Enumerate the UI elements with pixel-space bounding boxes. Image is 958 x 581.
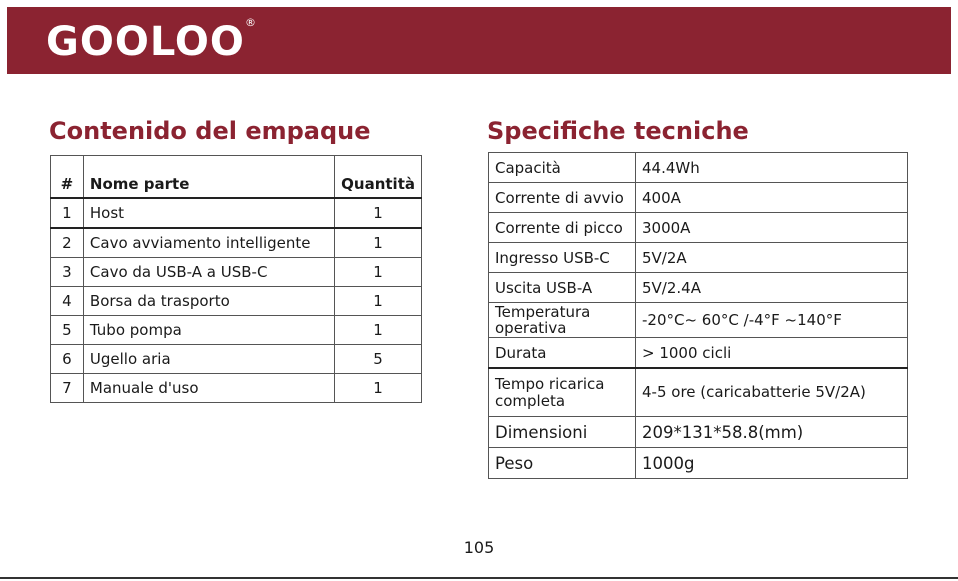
row-number: 2 bbox=[51, 228, 84, 258]
row-number: 1 bbox=[51, 198, 84, 228]
footer-divider bbox=[0, 577, 958, 579]
table-row bbox=[51, 316, 422, 345]
technical-specs-table bbox=[488, 152, 908, 479]
part-quantity: 1 bbox=[335, 228, 422, 258]
spec-row bbox=[489, 183, 908, 213]
part-quantity: 1 bbox=[335, 258, 422, 287]
spec-row bbox=[489, 273, 908, 303]
specs-title: Specifiche tecniche bbox=[487, 117, 749, 145]
part-quantity: 1 bbox=[335, 374, 422, 403]
spec-row bbox=[489, 417, 908, 448]
row-number: 5 bbox=[51, 316, 84, 345]
spec-row bbox=[489, 243, 908, 273]
spec-label: Dimensioni bbox=[489, 417, 636, 448]
spec-value: 5V/2.4A bbox=[636, 273, 908, 303]
table-row bbox=[51, 228, 422, 258]
table-row bbox=[51, 287, 422, 316]
part-name: Tubo pompa bbox=[83, 316, 334, 345]
spec-value: -20°C~ 60°C /-4°F ~140°F bbox=[636, 303, 908, 338]
part-name: Ugello aria bbox=[83, 345, 334, 374]
brand-logo: GOOLOO bbox=[46, 19, 245, 65]
spec-label: Capacità bbox=[489, 153, 636, 183]
table-row bbox=[51, 374, 422, 403]
spec-row bbox=[489, 368, 908, 417]
spec-value: 400A bbox=[636, 183, 908, 213]
col-header-quantity: Quantità bbox=[335, 156, 422, 199]
spec-label: Ingresso USB-C bbox=[489, 243, 636, 273]
spec-value: 4-5 ore (caricabatterie 5V/2A) bbox=[636, 368, 908, 417]
col-header-number: # bbox=[51, 156, 84, 199]
row-number: 6 bbox=[51, 345, 84, 374]
spec-label: Corrente di avvio bbox=[489, 183, 636, 213]
spec-label: Tempo ricarica completa bbox=[489, 368, 636, 417]
part-name: Manuale d'uso bbox=[83, 374, 334, 403]
part-quantity: 1 bbox=[335, 316, 422, 345]
spec-row bbox=[489, 338, 908, 369]
spec-row bbox=[489, 303, 908, 338]
row-number: 3 bbox=[51, 258, 84, 287]
spec-label: Uscita USB-A bbox=[489, 273, 636, 303]
row-number: 4 bbox=[51, 287, 84, 316]
part-quantity: 1 bbox=[335, 287, 422, 316]
spec-label: Temperatura operativa bbox=[489, 303, 636, 338]
table-row bbox=[51, 258, 422, 287]
spec-row bbox=[489, 213, 908, 243]
row-number: 7 bbox=[51, 374, 84, 403]
spec-value: 5V/2A bbox=[636, 243, 908, 273]
table-row bbox=[51, 345, 422, 374]
table-header-row bbox=[51, 156, 422, 199]
spec-row bbox=[489, 153, 908, 183]
spec-label: Corrente di picco bbox=[489, 213, 636, 243]
part-name: Cavo da USB-A a USB-C bbox=[83, 258, 334, 287]
spec-row bbox=[489, 448, 908, 479]
spec-value: 209*131*58.8(mm) bbox=[636, 417, 908, 448]
registered-mark: ® bbox=[245, 16, 256, 29]
table-row bbox=[51, 198, 422, 228]
spec-value: 44.4Wh bbox=[636, 153, 908, 183]
col-header-part-name: Nome parte bbox=[83, 156, 334, 199]
spec-value: > 1000 cicli bbox=[636, 338, 908, 369]
spec-label: Durata bbox=[489, 338, 636, 369]
part-name: Host bbox=[83, 198, 334, 228]
part-name: Borsa da trasporto bbox=[83, 287, 334, 316]
part-name: Cavo avviamento intelligente bbox=[83, 228, 334, 258]
spec-value: 1000g bbox=[636, 448, 908, 479]
page-number: 105 bbox=[463, 538, 495, 557]
contents-title: Contenido del empaque bbox=[49, 117, 371, 145]
part-quantity: 1 bbox=[335, 198, 422, 228]
package-contents-table bbox=[50, 155, 422, 403]
spec-label: Peso bbox=[489, 448, 636, 479]
spec-value: 3000A bbox=[636, 213, 908, 243]
part-quantity: 5 bbox=[335, 345, 422, 374]
